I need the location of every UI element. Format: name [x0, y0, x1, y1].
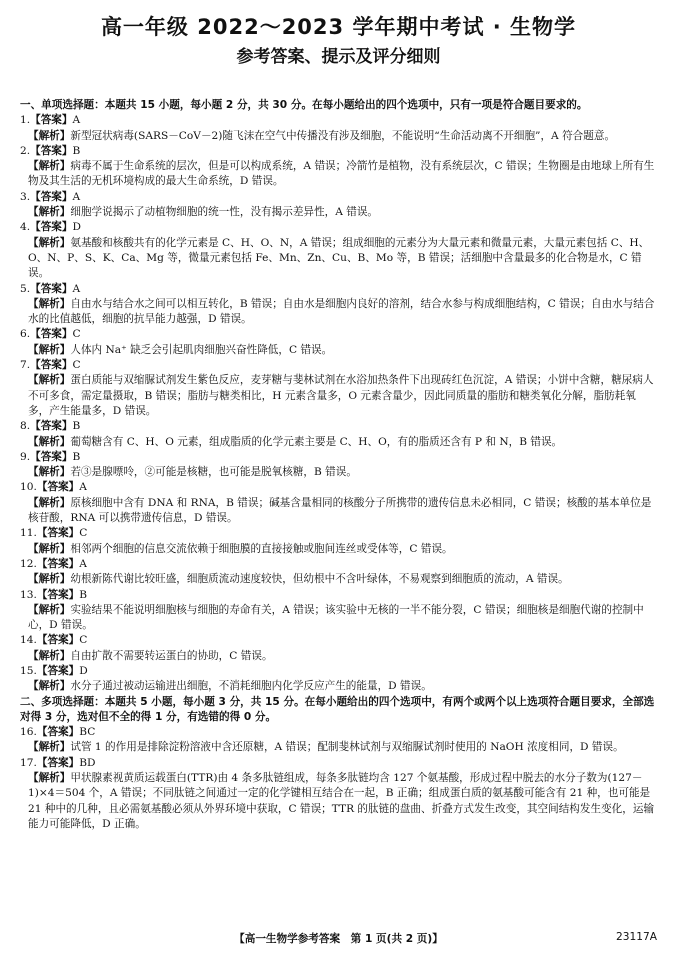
explain-tag: 【解析】	[28, 573, 71, 586]
explanation-line	[20, 740, 657, 755]
explanation-line	[20, 649, 657, 664]
answer-tag: 【答案】	[36, 557, 80, 570]
answer-tag: 【答案】	[36, 481, 80, 494]
explanation-line	[20, 343, 657, 358]
answer-line	[20, 664, 657, 679]
question-number: 10.	[20, 481, 37, 494]
answer-line	[20, 190, 657, 205]
question-item	[20, 144, 657, 190]
explain-tag: 【解析】	[28, 129, 71, 142]
answer-tag: 【答案】	[36, 726, 80, 739]
answer-tag: 【答案】	[36, 588, 80, 601]
answer-line	[20, 282, 657, 297]
answer-value: D	[72, 221, 81, 234]
answer-value: A	[72, 114, 81, 127]
explain-tag: 【解析】	[28, 772, 71, 785]
answer-tag: 【答案】	[30, 420, 73, 433]
answer-line	[20, 450, 657, 465]
answer-line	[20, 756, 657, 771]
explanation-text: 若③是腺嘌呤，②可能是核糖，也可能是脱氧核糖，B 错误。	[70, 466, 357, 479]
answer-value: C	[72, 359, 81, 372]
explain-tag: 【解析】	[28, 496, 71, 509]
answer-value: B	[72, 450, 81, 463]
explain-tag: 【解析】	[28, 741, 71, 754]
question-item	[20, 557, 657, 588]
explanation-line	[20, 129, 657, 144]
answer-line	[20, 220, 657, 235]
answer-tag: 【答案】	[36, 756, 80, 769]
explain-tag: 【解析】	[28, 680, 71, 693]
answer-value: A	[79, 481, 87, 494]
explanation-line	[20, 435, 657, 450]
question-item	[20, 419, 657, 450]
question-item	[20, 526, 657, 557]
explanation-text: 幼根新陈代谢比较旺盛，细胞质流动速度较快，但幼根中不含叶绿体，不易观察到细胞质的流动，A 错误。	[70, 573, 569, 586]
footer-page-info: 【高一生物学参考答案 第 1 页(共 2 页)】	[234, 933, 443, 945]
explanation-line	[20, 603, 657, 634]
answer-value: A	[72, 190, 81, 203]
answer-line	[20, 633, 657, 648]
answer-tag: 【答案】	[36, 664, 80, 677]
answer-tag: 【答案】	[30, 282, 73, 295]
explanation-text: 自由扩散不需要转运蛋白的协助，C 错误。	[70, 649, 273, 662]
explanation-line	[20, 205, 657, 220]
question-number: 1.	[20, 114, 31, 127]
answer-tag: 【答案】	[36, 634, 80, 647]
explanation-line	[20, 297, 657, 328]
answer-tag: 【答案】	[30, 114, 73, 127]
question-item	[20, 190, 657, 221]
question-number: 9.	[20, 450, 31, 463]
explanation-text: 病毒不属于生命系统的层次，但是可以构成系统，A 错误；冷箭竹是植物，没有系统层次，C 错误；生物圈是由地球上所有生物及其生活的无机环境构成的最大生命系统，D 错误。	[28, 160, 655, 188]
answer-line	[20, 358, 657, 373]
explanation-text: 新型冠状病毒(SARS－CoV－2)随飞沫在空气中传播没有涉及细胞，不能说明“生命活动离不开细胞”，A 符合题意。	[70, 129, 616, 142]
section-heading-multi-choice: 二、多项选择题：本题共 5 小题，每小题 3 分，共 15 分。在每小题给出的四个选项中，有两个或两个以上选项符合题目要求，全部选对得 3 分，选对但不全的得 1 分，有选错的得 0 分。	[20, 695, 655, 723]
question-item	[20, 725, 657, 756]
explain-tag: 【解析】	[28, 374, 71, 387]
explain-tag: 【解析】	[28, 466, 71, 479]
question-item	[20, 588, 657, 634]
answer-value: A	[72, 282, 81, 295]
page-footer	[20, 931, 657, 947]
answer-value: B	[79, 588, 88, 601]
explanation-line	[20, 496, 657, 527]
answer-line	[20, 526, 657, 541]
question-number: 3.	[20, 190, 31, 203]
answer-tag: 【答案】	[36, 527, 80, 540]
explain-tag: 【解析】	[28, 297, 71, 310]
explanation-line	[20, 465, 657, 480]
answer-value: C	[79, 527, 88, 540]
answer-line	[20, 144, 657, 159]
explain-tag: 【解析】	[28, 603, 71, 616]
question-number: 16.	[20, 726, 37, 739]
question-number: 7.	[20, 359, 31, 372]
question-number: 14.	[20, 634, 37, 647]
answer-value: BC	[79, 726, 96, 739]
question-item	[20, 113, 657, 144]
question-number: 11.	[20, 527, 37, 540]
question-number: 8.	[20, 420, 31, 433]
explain-tag: 【解析】	[28, 542, 71, 555]
answer-line	[20, 419, 657, 434]
question-item	[20, 664, 657, 695]
explanation-text: 原核细胞中含有 DNA 和 RNA，B 错误；碱基含量相同的核酸分子所携带的遗传信息未必相同，C 错误；核酸的基本单位是核苷酸，RNA 可以携带遗传信息，D 错误。	[28, 496, 652, 525]
explanation-text: 氨基酸和核酸共有的化学元素是 C、H、O、N，A 错误；组成细胞的元素分为大量元素和微量元素，大量元素包括 C、H、O、N、P、S、K、Ca、Mg 等，微量元素包括 Fe、Mn、Zn、Cu、B、Mo 等，B 错误；活细胞中含量最多的化合物是水，C 错误。	[28, 236, 650, 280]
question-number: 13.	[20, 588, 37, 601]
explain-tag: 【解析】	[28, 236, 71, 249]
answer-line	[20, 480, 657, 495]
page-subtitle: 参考答案、提示及评分细则	[236, 47, 441, 67]
answer-line	[20, 725, 657, 740]
explanation-line	[20, 159, 657, 190]
page-title: 高一年级 2022～2023 学年期中考试 · 生物学	[100, 15, 577, 39]
explanation-text: 试管 1 的作用是排除淀粉溶液中含还原糖，A 错误；配制斐林试剂与双缩脲试剂时使用的 NaOH 浓度相同，D 错误。	[70, 741, 624, 754]
question-item	[20, 450, 657, 481]
answer-body	[20, 98, 657, 832]
answer-value: D	[79, 664, 88, 677]
question-item	[20, 220, 657, 281]
answer-line	[20, 588, 657, 603]
explain-tag: 【解析】	[28, 160, 71, 173]
explanation-line	[20, 236, 657, 282]
explanation-line	[20, 572, 657, 587]
answer-value: BD	[79, 756, 96, 769]
explanation-text: 水分子通过被动运输进出细胞，不消耗细胞内化学反应产生的能量，D 错误。	[70, 680, 432, 693]
explanation-line	[20, 679, 657, 694]
explanation-text: 甲状腺素视黄质运载蛋白(TTR)由 4 条多肽链组成，每条多肽链均含 127 个氨基酸，形成过程中脱去的水分子数为(127－1)×4＝504 个，A 错误；不同肽链之间通过一定的化学键相互结合在一起，B 正确；组成蛋白质的氨基酸可能含有 21 种，也可能是 21 种中的几种，且必需氨基酸必须从外界环境中获取，C 错误；TTR 的肽链的盘曲、折叠方式发生改变，其空间结构发生变化，运输能力可能降低，D 正确。	[28, 772, 655, 830]
explain-tag: 【解析】	[28, 649, 71, 662]
explanation-text: 细胞学说揭示了动植物细胞的统一性，没有揭示差异性，A 错误。	[70, 206, 379, 219]
answer-line	[20, 113, 657, 128]
explanation-line	[20, 373, 657, 419]
question-number: 4.	[20, 221, 31, 234]
single-choice-list	[20, 113, 657, 694]
answer-value: C	[72, 328, 81, 341]
answer-tag: 【答案】	[30, 450, 73, 463]
answer-value: B	[72, 144, 81, 157]
question-item	[20, 282, 657, 328]
question-number: 17.	[20, 756, 37, 769]
explanation-line	[20, 542, 657, 557]
explanation-text: 蛋白质能与双缩脲试剂发生紫色反应，麦芽糖与斐林试剂在水浴加热条件下出现砖红色沉淀，A 错误；小饼中含糖，糖尿病人不可多食，需定量摄取，B 错误；脂肪与糖类相比，H 元素含量多，O 元素含量少，因此同质量的脂肪和糖类氧化分解，脂肪耗氧多，产生能量多，D 错误。	[28, 374, 654, 417]
explain-tag: 【解析】	[28, 435, 71, 448]
answer-tag: 【答案】	[30, 190, 73, 203]
answer-line	[20, 327, 657, 342]
multi-choice-list	[20, 725, 657, 832]
explain-tag: 【解析】	[28, 206, 71, 219]
question-item	[20, 358, 657, 419]
answer-value: A	[79, 557, 87, 570]
explain-tag: 【解析】	[28, 343, 71, 356]
question-number: 5.	[20, 282, 31, 295]
answer-value: C	[79, 634, 88, 647]
answer-tag: 【答案】	[30, 328, 73, 341]
section-heading-single-choice: 一、单项选择题：本题共 15 小题，每小题 2 分，共 30 分。在每小题给出的四个选项中，只有一项是符合题目要求的。	[20, 99, 588, 111]
explanation-text: 葡萄糖含有 C、H、O 元素，组成脂质的化学元素主要是 C、H、O，有的脂质还含有 P 和 N，B 错误。	[70, 435, 563, 448]
question-item	[20, 480, 657, 526]
answer-tag: 【答案】	[30, 359, 73, 372]
question-number: 12.	[20, 557, 37, 570]
footer-code: 23117A	[616, 931, 657, 943]
answer-tag: 【答案】	[30, 221, 73, 234]
explanation-text: 实验结果不能说明细胞核与细胞的寿命有关，A 错误；该实验中无核的一半不能分裂，C 错误；细胞核是细胞代谢的控制中心，D 错误。	[28, 603, 644, 632]
answer-tag: 【答案】	[30, 144, 73, 157]
question-item	[20, 756, 657, 832]
question-item	[20, 327, 657, 358]
explanation-text: 相邻两个细胞的信息交流依赖于细胞膜的直接接触或胞间连丝或受体等，C 错误。	[70, 542, 453, 555]
explanation-text: 自由水与结合水之间可以相互转化，B 错误；自由水是细胞内良好的溶剂，结合水参与构成细胞结构，C 错误；自由水与结合水的比值越低，细胞的抗旱能力越强，D 错误。	[28, 297, 655, 326]
question-item	[20, 633, 657, 664]
question-number: 2.	[20, 144, 31, 157]
question-number: 6.	[20, 328, 31, 341]
explanation-line	[20, 771, 657, 832]
answer-line	[20, 557, 657, 572]
answer-value: B	[72, 420, 81, 433]
explanation-text: 人体内 Na⁺ 缺乏会引起肌肉细胞兴奋性降低，C 错误。	[70, 343, 333, 356]
question-number: 15.	[20, 664, 37, 677]
